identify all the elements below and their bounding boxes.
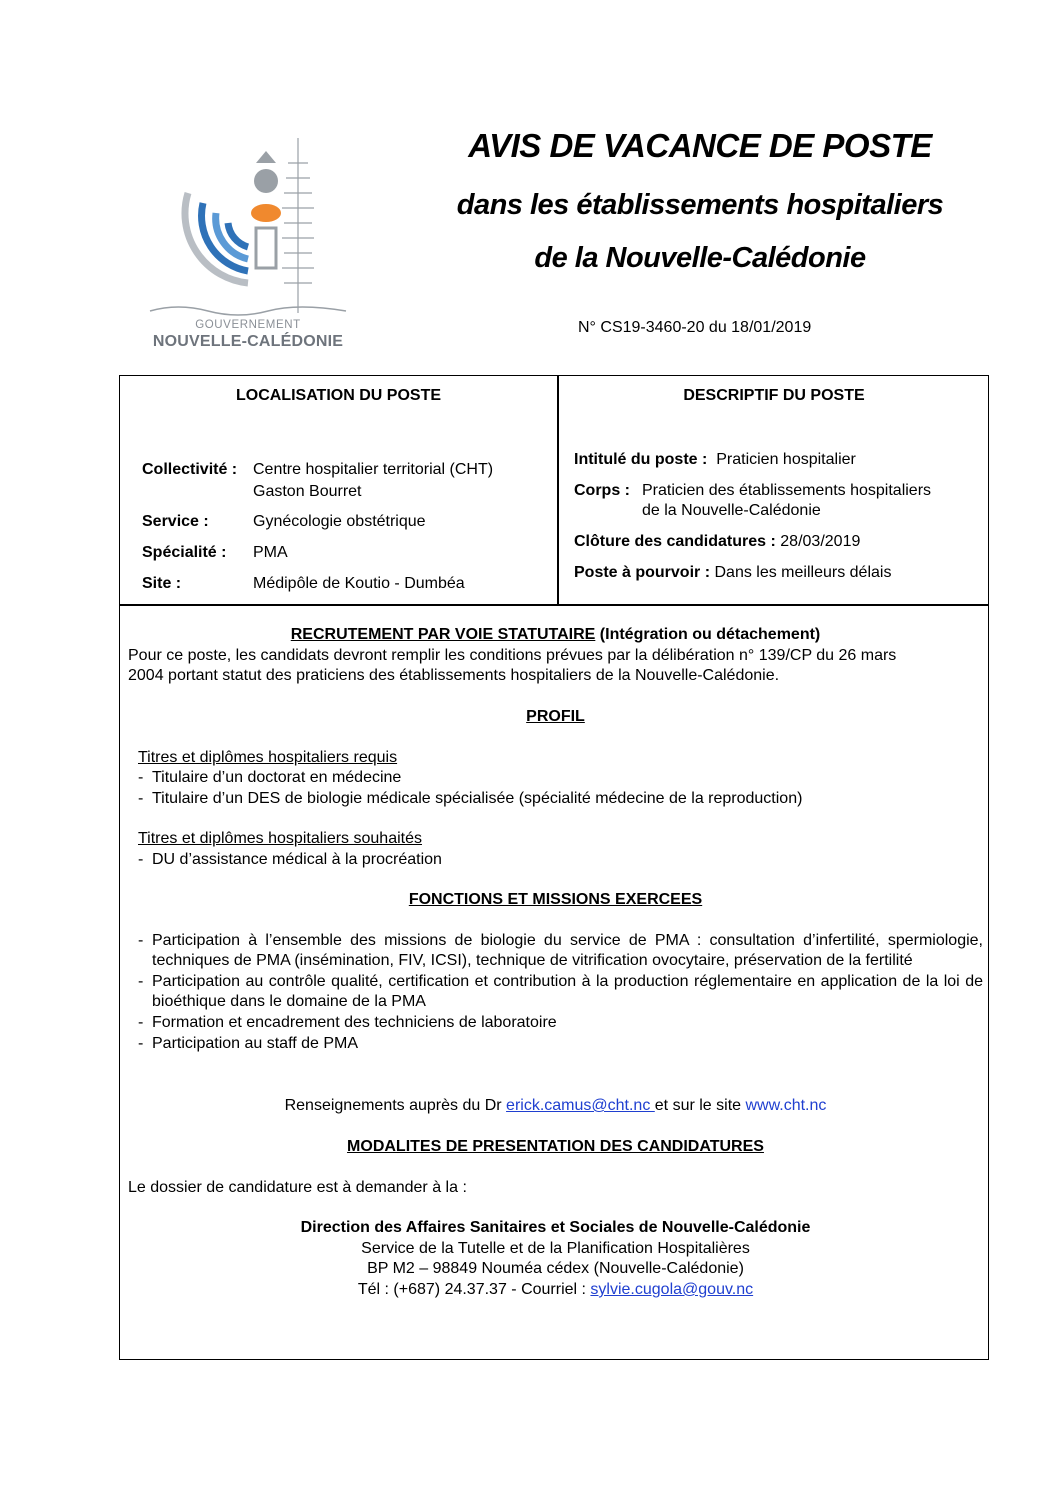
vacancy-box [119, 375, 989, 1360]
service-value: Gynécologie obstétrique [253, 513, 426, 530]
collectivite-label: Collectivité : [142, 461, 238, 478]
renseignements-line: Renseignements auprès du Dr erick.camus@cht.nc et sur le site www.cht.nc [284, 1097, 827, 1114]
requis-heading: Titres et diplômes hospitaliers requis [138, 748, 398, 766]
page-subtitle-2: de la Nouvelle-Calédonie [534, 242, 866, 274]
dass-name: Direction des Affaires Sanitaires et Sociales de Nouvelle-Calédonie [300, 1219, 811, 1237]
list-item: - Titulaire d’un doctorat en médecine [128, 768, 983, 789]
corps-label: Corps : [574, 482, 630, 499]
recrutement-heading: RECRUTEMENT PAR VOIE STATUTAIRE (Intégration ou détachement) [290, 626, 821, 643]
collectivite-value: Centre hospitalier territorial (CHT) Gaston Bourret [253, 461, 494, 500]
profil-heading: PROFIL [526, 708, 585, 725]
website-link[interactable]: www.cht.nc [745, 1097, 827, 1114]
email-link[interactable]: erick.camus@cht.nc [506, 1097, 655, 1114]
corps-value: Praticien des établissements hospitaliers de la Nouvelle-Calédonie [642, 482, 932, 519]
logo-caption-territory: NOUVELLE-CALÉDONIE [152, 333, 344, 350]
dass-service: Service de la Tutelle et de la Planification Hospitalières [361, 1239, 750, 1257]
site-label: Site : [142, 575, 182, 592]
page-subtitle-1: dans les établissements hospitaliers [456, 189, 944, 221]
descriptif-heading: DESCRIPTIF DU POSTE [683, 387, 865, 404]
recrutement-text-1: Pour ce poste, les candidats devront remplir les conditions prévues par la délibération n° 139/CP du 26 mars [128, 646, 897, 664]
modalites-heading: MODALITES DE PRESENTATION DES CANDIDATURES [347, 1138, 764, 1155]
modalites-section [128, 1137, 983, 1301]
site-value: Médipôle de Koutio - Dumbéa [253, 575, 465, 592]
list-item: - Participation au staff de PMA [128, 1034, 983, 1055]
souhaites-heading: Titres et diplômes hospitaliers souhaités [138, 830, 422, 848]
recrutement-text-2: 2004 portant statut des praticiens des établissements hospitaliers de la Nouvelle-Calédonie. [128, 667, 780, 685]
list-item: - Formation et encadrement des techniciens de laboratoire [128, 1013, 983, 1034]
list-item: - Participation à l’ensemble des missions de biologie du service de PMA : consultation d’infertilité, spermiologie, techniques de PMA (insémination, FIV, ICSI), technique de vitrification ovocytaire, préservation de la fertilité [128, 931, 983, 972]
modalites-intro: Le dossier de candidature est à demander à la : [128, 1178, 467, 1196]
dass-address: BP M2 – 98849 Nouméa cédex (Nouvelle-Calédonie) [367, 1260, 744, 1278]
page-title: AVIS DE VACANCE DE POSTE [468, 127, 932, 164]
poste-row: Poste à pourvoir : Dans les meilleurs délais [574, 564, 892, 581]
specialite-label: Spécialité : [142, 544, 227, 561]
reference-number: N° CS19-3460-20 du 18/01/2019 [578, 319, 812, 336]
section-divider [120, 604, 988, 606]
list-item: - Participation au contrôle qualité, certification et contribution à la production réglementaire en application de la loi de bioéthique dans le domaine de la PMA [128, 972, 983, 1013]
specialite-value: PMA [253, 544, 288, 561]
service-label: Service : [142, 513, 209, 530]
fonctions-heading: FONCTIONS ET MISSIONS EXERCEES [408, 891, 703, 908]
list-item: - Titulaire d’un DES de biologie médicale spécialisée (spécialité médecine de la reproduction) [128, 789, 983, 810]
cloture-row: Clôture des candidatures : 28/03/2019 [574, 533, 861, 550]
intitule-row: Intitulé du poste : Praticien hospitalier [574, 451, 856, 468]
contact-email-link[interactable]: sylvie.cugola@gouv.nc [590, 1280, 754, 1298]
column-divider [557, 376, 559, 605]
list-item: - DU d’assistance médical à la procréation [128, 850, 983, 871]
localisation-heading: LOCALISATION DU POSTE [235, 387, 442, 404]
profil-section [128, 707, 983, 871]
dass-contact: Tél : (+687) 24.37.37 - Courriel : sylvie.cugola@gouv.nc [357, 1280, 754, 1298]
fonctions-section [128, 890, 983, 1054]
nautilus-emblem-icon [148, 133, 348, 318]
recrutement-section [128, 625, 983, 687]
logo-caption-government: GOUVERNEMENT [195, 319, 301, 331]
